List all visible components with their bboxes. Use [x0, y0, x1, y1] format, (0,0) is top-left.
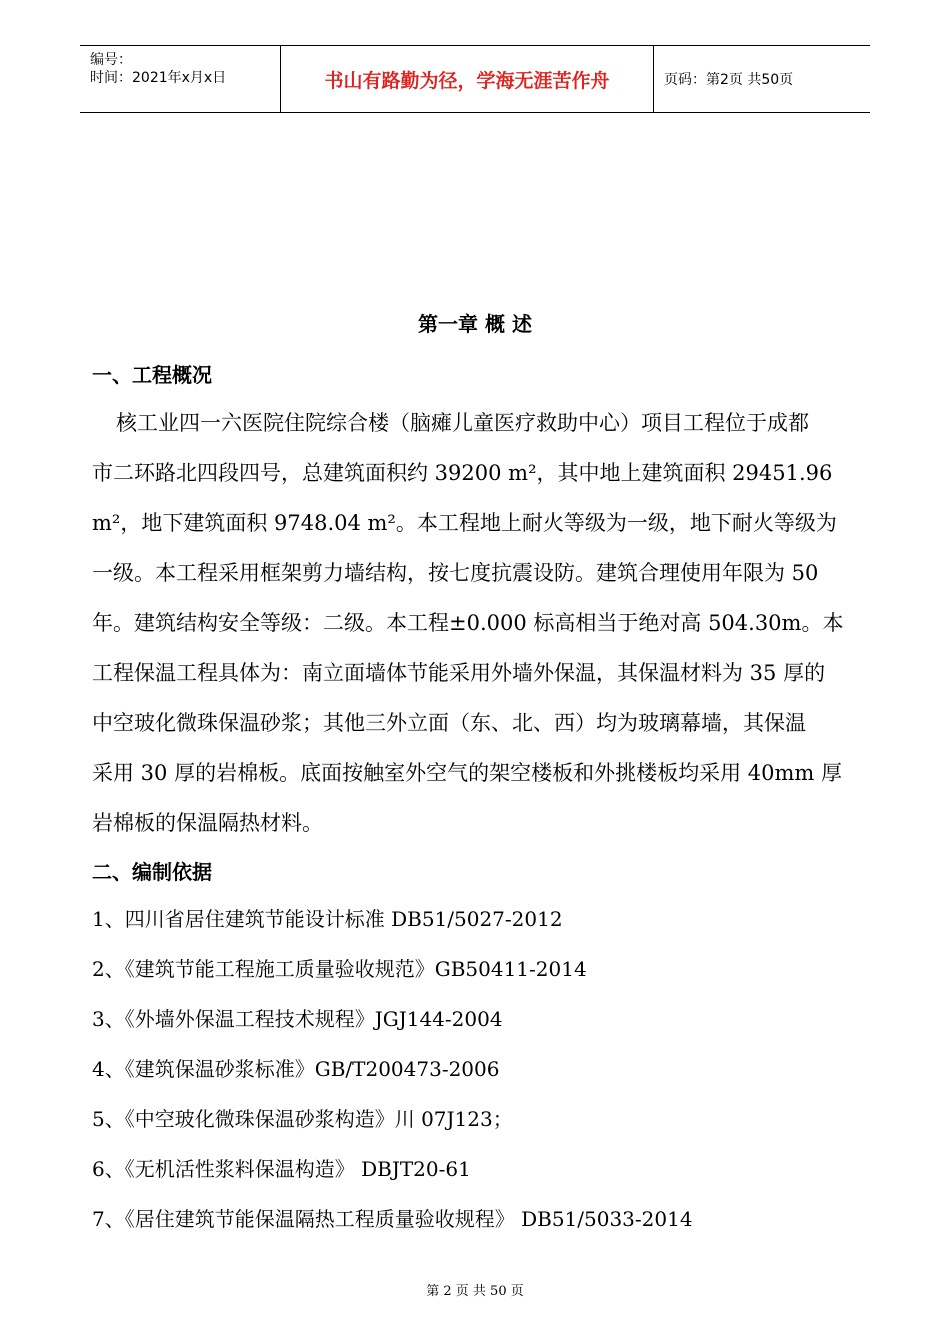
paragraph-line: 岩棉板的保温隔热材料。: [92, 811, 323, 835]
reference-item: 4、《建筑保温砂浆标准》GB/T200473-2006: [92, 1057, 500, 1081]
header-page-info: 页码：第2页 共50页: [664, 72, 794, 88]
page-footer: 第 2 页 共 50 页: [426, 1284, 524, 1299]
reference-item: 5、《中空玻化微珠保温砂浆构造》川 07J123；: [92, 1107, 513, 1131]
paragraph-line: 采用 30 厚的岩棉板。底面按触室外空气的架空楼板和外挑楼板均采用 40mm 厚: [92, 761, 842, 785]
doc-number-label: 编号：: [90, 52, 132, 68]
doc-time-label: 时间：2021年x月x日: [90, 70, 227, 86]
header-meta-cell: [80, 46, 281, 112]
section-heading-overview: 一、工程概况: [92, 363, 212, 387]
paragraph-line: 工程保温工程具体为：南立面墙体节能采用外墙外保温，其保温材料为 35 厚的: [92, 661, 826, 685]
paragraph-line: 中空玻化微珠保温砂浆；其他三外立面（东、北、西）均为玻璃幕墙，其保温: [92, 711, 806, 735]
reference-item: 1、四川省居住建筑节能设计标准 DB51/5027-2012: [92, 907, 563, 931]
paragraph-line: 一级。本工程采用框架剪力墙结构，按七度抗震设防。建筑合理使用年限为 50: [92, 561, 819, 585]
reference-item: 3、《外墙外保温工程技术规程》JGJ144-2004: [92, 1007, 503, 1031]
reference-item: 6、《无机活性浆料保温构造》 DBJT20-61: [92, 1157, 471, 1181]
paragraph-line: 年。建筑结构安全等级：二级。本工程±0.000 标高相当于绝对高 504.30m。本: [92, 611, 844, 635]
chapter-title: 第一章 概 述: [418, 312, 532, 336]
reference-item: 7、《居住建筑节能保温隔热工程质量验收规程》 DB51/5033-2014: [92, 1207, 693, 1231]
reference-item: 2、《建筑节能工程施工质量验收规范》GB50411-2014: [92, 957, 587, 981]
overview-paragraph: [92, 398, 860, 848]
reference-list: [92, 894, 693, 1244]
header-motto: 书山有路勤为径，学海无涯苦作舟: [281, 46, 654, 112]
paragraph-line: 核工业四一六医院住院综合楼（脑瘫儿童医疗救助中心）项目工程位于成都: [116, 411, 809, 435]
paragraph-line: m²，地下建筑面积 9748.04 m²。本工程地上耐火等级为一级，地下耐火等级为: [92, 511, 837, 535]
page-header: [80, 45, 870, 113]
section-heading-basis: 二、编制依据: [92, 860, 212, 884]
paragraph-line: 市二环路北四段四号，总建筑面积约 39200 m²，其中地上建筑面积 29451.96: [92, 461, 833, 485]
